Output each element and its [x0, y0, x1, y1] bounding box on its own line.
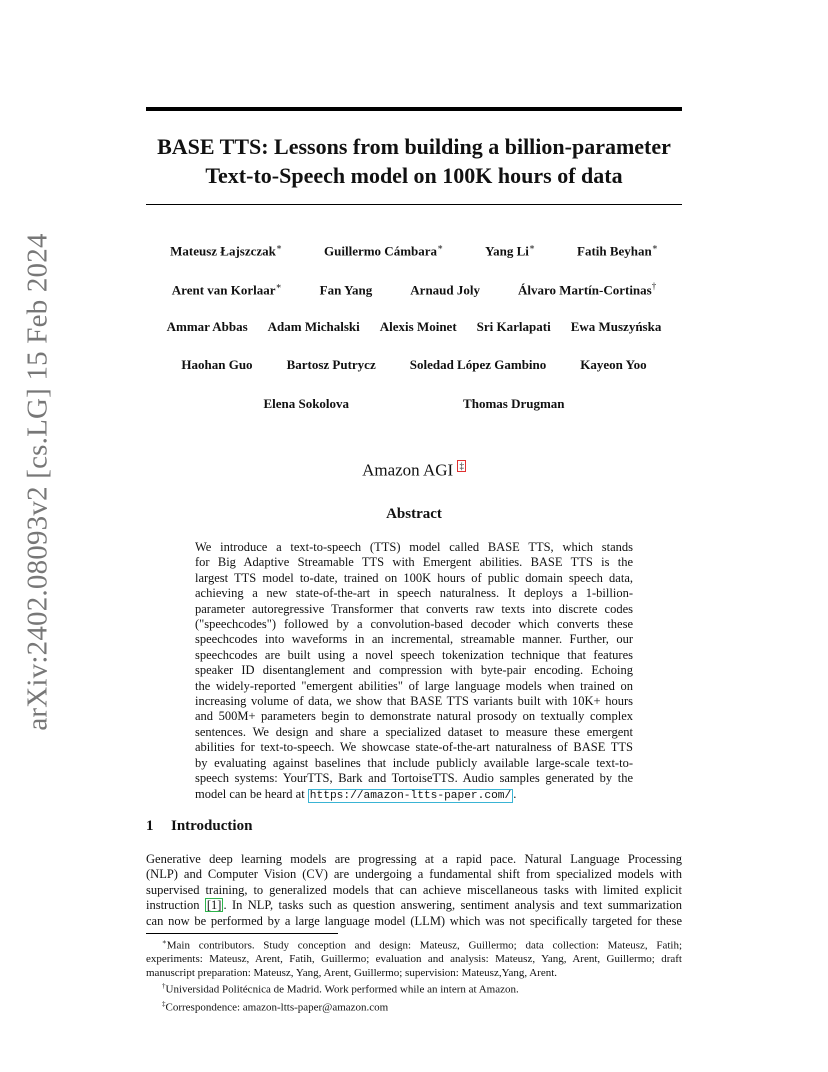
author-row-5 — [146, 396, 682, 412]
author: Ammar Abbas — [166, 319, 248, 334]
arxiv-sidebar-stamp — [8, 233, 68, 731]
intro-line: can now be performed by a large language model (LLM) which was not specifically targeted for these — [146, 913, 682, 928]
author: Thomas Drugman — [463, 396, 565, 411]
intro-line: Generative deep learning models are progressing at a rapid pace. Natural Language Processing — [146, 852, 682, 866]
abstract-line: the widely-reported "emergent abilities" of large language models when trained on — [195, 678, 633, 693]
footnote-line: ‡Correspondence: amazon-ltts-paper@amazon.com — [162, 999, 389, 1014]
affiliation — [146, 460, 682, 481]
intro-line: supervised training, to generalized models that can achieve miscellaneous tasks with limited explicit — [146, 882, 682, 897]
title-line-1: BASE TTS: Lessons from building a billion-parameter — [157, 134, 671, 159]
author: Sri Karlapati — [476, 319, 551, 334]
abstract-heading: Abstract — [386, 506, 442, 522]
citation-link[interactable]: [1] — [206, 898, 222, 913]
abstract-line: We introduce a text-to-speech (TTS) model called BASE TTS, which stands — [195, 540, 633, 554]
audio-samples-link[interactable]: https://amazon-ltts-paper.com/ — [309, 789, 512, 802]
author: Guillermo Cámbara∗ — [324, 242, 444, 259]
abstract-line: by evaluating against baselines that include publicly available large-scale text-to- — [195, 755, 633, 770]
abstract-line: speechcodes are built using a novel speech tokenization technique that features — [195, 647, 633, 662]
affiliation-text: Amazon AGI — [362, 460, 454, 480]
author-row-3 — [146, 319, 682, 335]
author: Arent van Korlaar∗ — [171, 281, 282, 298]
abstract-body — [195, 540, 633, 803]
abstract-line: ("speechcodes") followed by a convolution-based decoder which converts these — [195, 617, 633, 632]
abstract-line: abilities for text-to-speech. We showcase state-of-the-art naturalness of BASE TTS — [195, 740, 633, 755]
footnote-line: manuscript preparation: Mateusz, Yang, Arent, Guillermo; supervision: Mateusz,Yang, Arent. — [146, 966, 558, 979]
footnote-line: ∗Main contributors. Study conception and design: Mateusz, Guillermo; data collection: Mateusz, Fatih; — [162, 938, 682, 952]
abstract-line: sentences. We design and share a specialized dataset to measure these emergent — [195, 724, 633, 739]
author: Ewa Muszyńska — [570, 319, 662, 334]
section-heading-introduction — [146, 818, 252, 835]
intro-line: instruction [1] . In NLP, tasks such as question answering, sentiment analysis and text summarization — [146, 898, 683, 913]
author-row-1 — [146, 242, 682, 259]
abstract-line: speech systems: YourTTS, Bark and TortoiseTTS. Audio samples generated by the — [195, 771, 633, 786]
abstract-line: for Big Adaptive Streamable TTS with Emergent abilities. BASE TTS is the — [195, 555, 633, 570]
section-title: Introduction — [171, 818, 253, 834]
author: Bartosz Putrycz — [286, 357, 376, 372]
arxiv-id-text: arXiv:2402.08093v2 [cs.LG] 15 Feb 2024 — [21, 233, 54, 731]
introduction-body — [146, 852, 682, 929]
author: Adam Michalski — [267, 319, 360, 334]
author: Elena Sokolova — [263, 396, 350, 411]
abstract-line: parameter autoregressive Transformer that converts raw texts into discrete codes — [195, 601, 633, 616]
abstract-line: increasing volume of data, we show that BASE TTS variants built with 10K+ hours — [195, 694, 633, 709]
paper-title — [146, 132, 682, 190]
abstract-line: speaker ID disentanglement and compression with byte-pair encoding. Echoing — [195, 663, 633, 678]
author: Mateusz Łajszczak∗ — [170, 242, 283, 259]
footnote-link-correspondence[interactable]: ‡ — [459, 461, 464, 471]
author: Álvaro Martín-Cortinas† — [518, 281, 657, 298]
abstract-last-line: model can be heard at https://amazon-ltts-paper.com/ . — [195, 786, 517, 802]
author-row-4 — [146, 357, 682, 373]
author: Kayeon Yoo — [580, 357, 647, 372]
author-row-2 — [146, 281, 682, 298]
author: Alexis Moinet — [379, 319, 457, 334]
author: Yang Li∗ — [485, 242, 535, 259]
abstract-line: achieving a new state-of-the-art in speech naturalness. It deploys a 1-billion- — [195, 586, 633, 601]
footnotes — [146, 936, 682, 1015]
title-bottom-rule — [146, 204, 682, 205]
author: Fan Yang — [319, 282, 373, 298]
author: Arnaud Joly — [410, 282, 480, 298]
intro-line: (NLP) and Computer Vision (CV) are undergoing a fundamental shift from specialized models with — [146, 867, 682, 882]
abstract-line: and 500M+ parameters begin to demonstrate natural prosody on textually complex — [195, 709, 633, 724]
abstract-line: speechcodes into waveforms in an incremental, streamable manner. Further, our — [195, 632, 633, 647]
title-line-2: Text-to-Speech model on 100K hours of data — [205, 163, 623, 188]
author: Fatih Beyhan∗ — [577, 242, 658, 259]
footnote-line: †Universidad Politécnica de Madrid. Work performed while an intern at Amazon. — [162, 982, 519, 997]
footnote-line: experiments: Mateusz, Arent, Fatih, Guillermo; evaluation and analysis: Mateusz, Yang, Arent, Guillermo; draft — [146, 953, 682, 966]
footnote-rule — [146, 933, 338, 934]
author: Haohan Guo — [181, 357, 253, 372]
abstract-line: largest TTS model to-date, trained on 100K hours of public domain speech data, — [195, 570, 633, 585]
section-number: 1 — [146, 818, 154, 834]
title-top-rule — [146, 107, 682, 111]
author: Soledad López Gambino — [409, 357, 547, 372]
